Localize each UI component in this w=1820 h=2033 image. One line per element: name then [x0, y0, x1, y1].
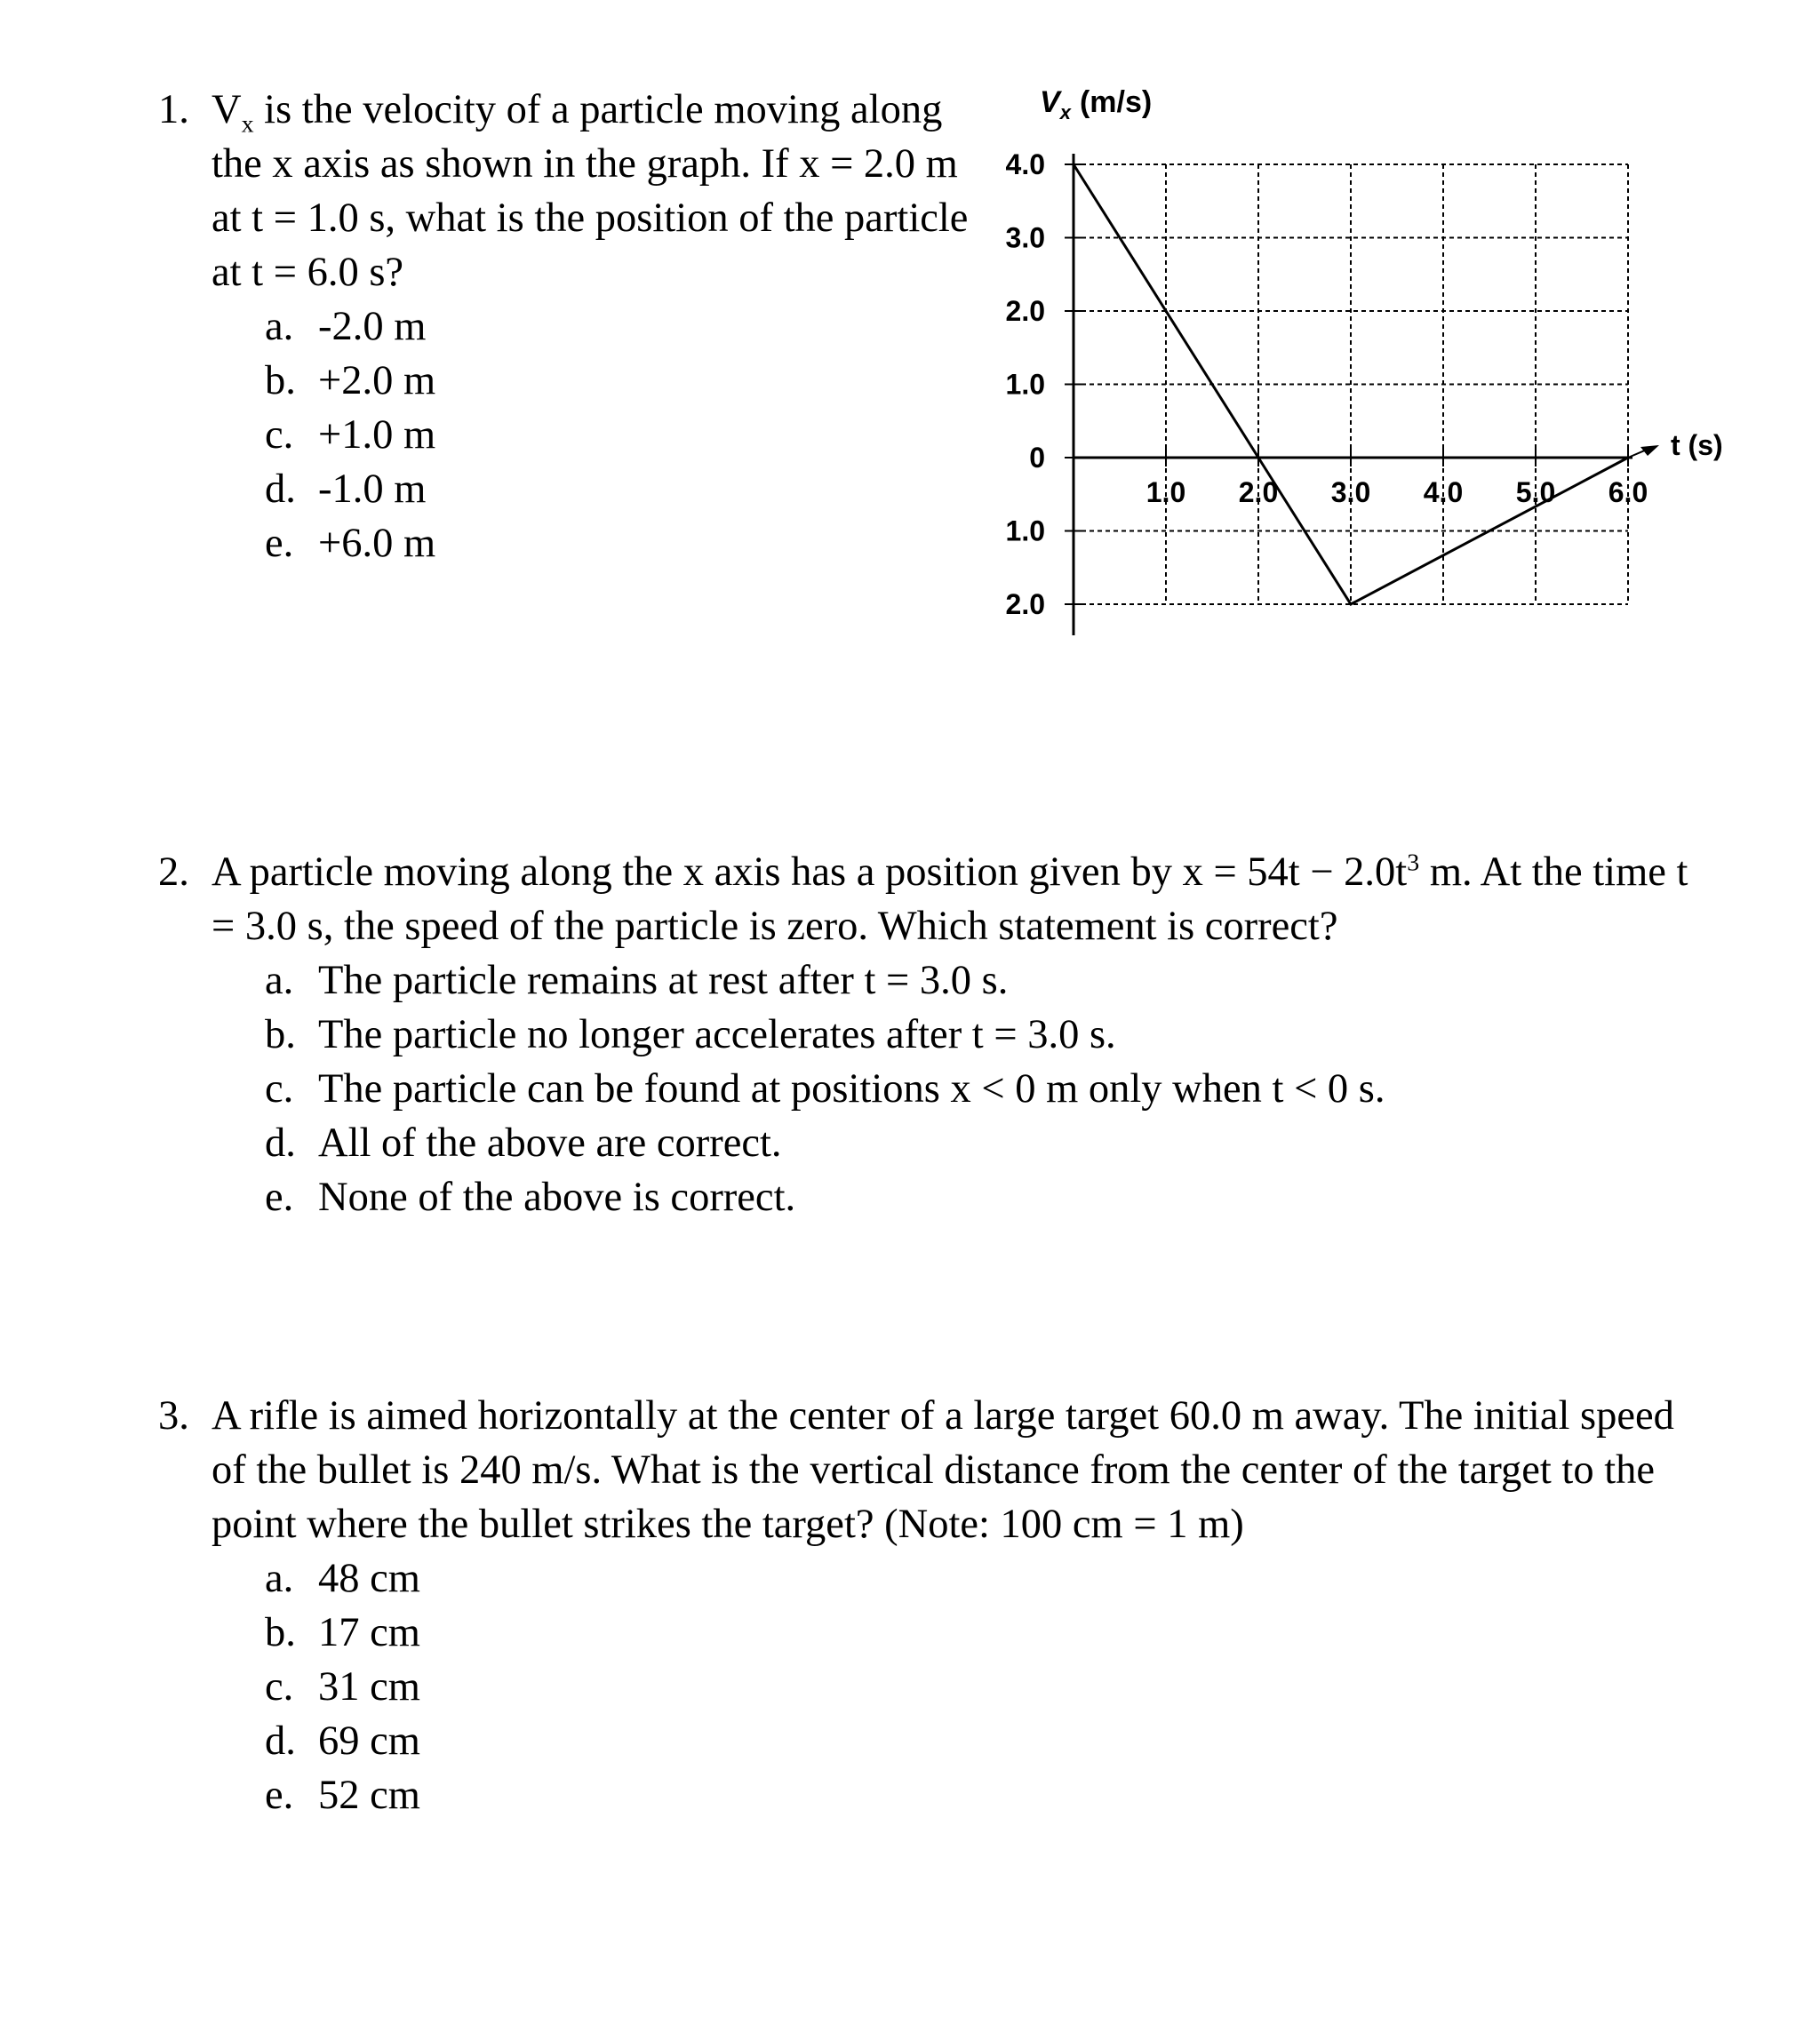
x-tick-label: 2.0 — [1238, 476, 1279, 508]
velocity-time-graph — [0, 0, 1820, 675]
velocity-data-point — [1627, 457, 1630, 459]
answer-option-b[interactable]: b. +2.0 m — [265, 358, 436, 403]
y-tick-label: 2.0 — [1005, 588, 1045, 620]
question-2-line-1: 2. A particle moving along the x axis has a position given by $x = 54t - 2.0t^3$ m. At the time t — [158, 845, 1688, 899]
x-tick-label: 1.0 — [1145, 476, 1186, 508]
answer-option-c[interactable]: c. The particle can be found at positions x < 0 m only when t < 0 s. — [265, 1066, 1385, 1112]
answer-option-b[interactable]: b. 17 cm — [265, 1610, 420, 1655]
question-number: 1. — [158, 87, 189, 132]
y-tick-label: 4.0 — [1005, 148, 1045, 180]
answer-option-d[interactable]: d. -1.0 m — [265, 466, 427, 512]
answer-option-e[interactable]: e. None of the above is correct. — [265, 1175, 796, 1220]
answer-option-c[interactable]: c. +1.0 m — [265, 412, 436, 458]
velocity-data-point — [1350, 603, 1353, 606]
y-tick-label: 2.0 — [1005, 295, 1045, 327]
answer-option-e[interactable]: e. +6.0 m — [265, 521, 436, 566]
y-tick-label: 0 — [1029, 442, 1045, 474]
answer-option-c[interactable]: c. 31 cm — [265, 1664, 420, 1710]
question-2 — [158, 845, 1688, 1224]
answer-option-d[interactable]: d. 69 cm — [265, 1718, 420, 1764]
question-1-line-1: 1. $V_x$ is the velocity of a particle moving along — [158, 83, 968, 137]
question-3-line-3: point where the bullet strikes the target? (Note: 100 cm = 1 m) — [212, 1502, 1244, 1547]
question-1-line-3: at t = 1.0 s, what is the position of the particle — [212, 195, 969, 241]
x-tick-label: 6.0 — [1608, 476, 1648, 508]
chart-labels — [1006, 85, 1723, 620]
x-tick-label: 4.0 — [1423, 476, 1464, 508]
y-tick-label: 3.0 — [1005, 221, 1045, 254]
y-axis-label: $V_x$ (m/s) — [1040, 85, 1153, 124]
question-number: 2. — [158, 849, 189, 895]
question-3-line-2: of the bullet is 240 m/s. What is the vertical distance from the center of the target to the — [212, 1447, 1656, 1493]
question-number: 3. — [158, 1393, 189, 1439]
answer-option-d[interactable]: d. All of the above are correct. — [265, 1120, 782, 1166]
question-2-line-2: = 3.0 s, the speed of the particle is zero. Which statement is correct? — [212, 904, 1338, 949]
question-3-line-1: 3. A rifle is aimed horizontally at the center of a large target 60.0 m away. The initial speed — [158, 1389, 1674, 1443]
y-tick-label: 1.0 — [1005, 368, 1045, 401]
velocity-data-point — [1073, 163, 1075, 166]
chart-grid — [1074, 164, 1628, 604]
answer-option-e[interactable]: e. 52 cm — [265, 1773, 420, 1818]
y-tick-label: 1.0 — [1005, 514, 1045, 547]
x-tick-label: 5.0 — [1515, 476, 1556, 508]
answer-option-a[interactable]: a. -2.0 m — [265, 304, 427, 349]
answer-option-b[interactable]: b. The particle no longer accelerates after t = 3.0 s. — [265, 1012, 1116, 1057]
question-1-line-2: the x axis as shown in the graph. If x = 2.0 m — [212, 141, 958, 187]
x-tick-label: 3.0 — [1330, 476, 1371, 508]
question-3 — [158, 1389, 1674, 1822]
x-axis-label: t (s) — [1671, 429, 1723, 461]
chart-axes — [1065, 154, 1659, 635]
velocity-data-point — [1257, 457, 1260, 459]
question-1-line-4: at t = 6.0 s? — [212, 250, 404, 295]
answer-option-a[interactable]: a. 48 cm — [265, 1556, 420, 1601]
answer-option-a[interactable]: a. The particle remains at rest after t = 3.0 s. — [265, 958, 1009, 1003]
